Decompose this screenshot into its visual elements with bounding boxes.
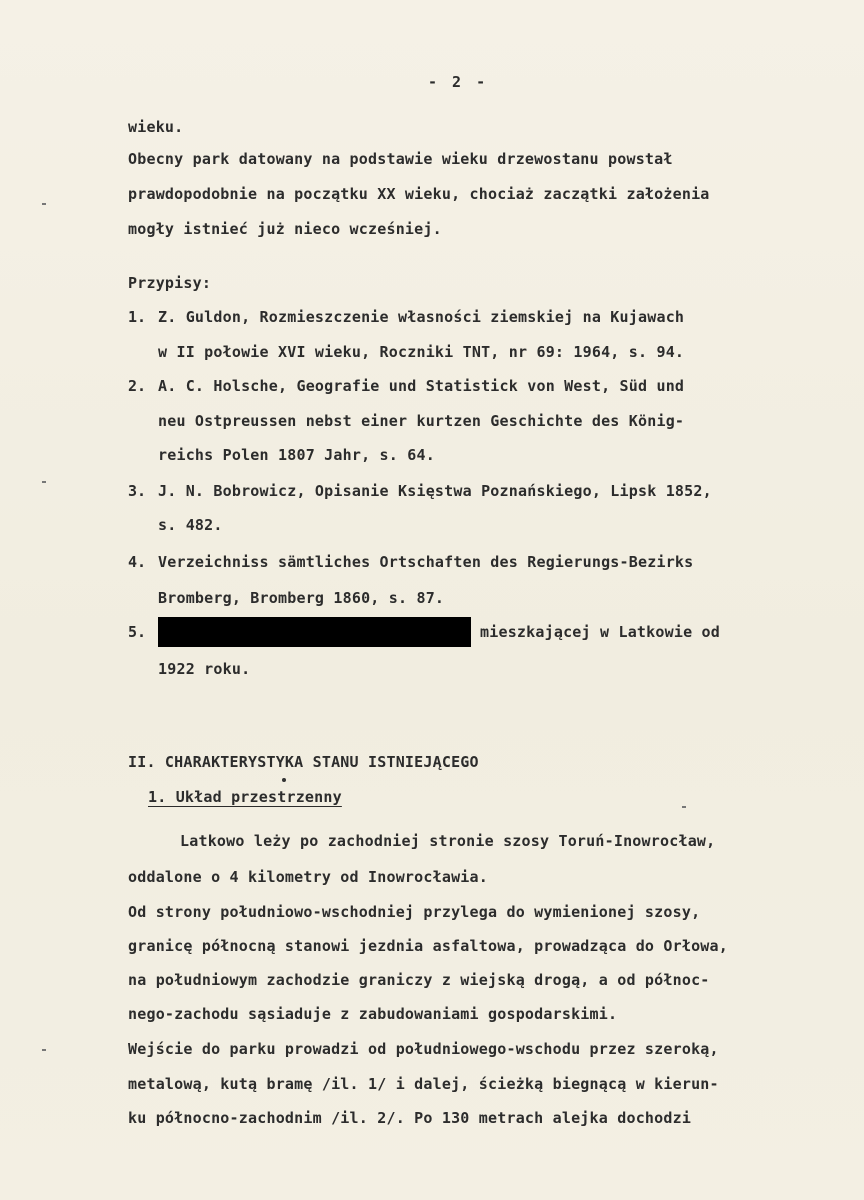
redaction-bar (158, 617, 471, 647)
intro-line: mogły istnieć już nieco wcześniej. (128, 220, 442, 238)
footnote-line: w II połowie XVI wieku, Roczniki TNT, nr 69: 1964, s. 94. (158, 343, 685, 361)
body-line: Wejście do parku prowadzi od południowego-wschodu przez szeroką, (128, 1040, 719, 1058)
footnote-number: 1. (128, 308, 147, 326)
body-line: Latkowo leży po zachodniej stronie szosy Toruń-Inowrocław, (180, 832, 716, 850)
footnote-line: A. C. Holsche, Geografie und Statistick von West, Süd und (158, 377, 685, 395)
margin-mark (42, 1049, 46, 1051)
footnote-number: 3. (128, 482, 147, 500)
footnote-line: 1922 roku. (158, 660, 251, 678)
intro-line: wieku. (128, 118, 184, 136)
body-line: nego-zachodu sąsiaduje z zabudowaniami gospodarskimi. (128, 1005, 618, 1023)
margin-mark (42, 481, 46, 483)
section-heading: II. CHARAKTERYSTYKA STANU ISTNIEJĄCEGO (128, 753, 479, 771)
ink-dot (282, 778, 286, 782)
body-line: granicę północną stanowi jezdnia asfaltowa, prowadząca do Orłowa, (128, 937, 728, 955)
footnote-line: neu Ostpreussen nebst einer kurtzen Geschichte des König- (158, 412, 685, 430)
body-line: Od strony południowo-wschodniej przylega do wymienionej szosy, (128, 903, 701, 921)
page-number: - 2 - (428, 73, 489, 91)
footnote-line: reichs Polen 1807 Jahr, s. 64. (158, 446, 435, 464)
footnotes-heading: Przypisy: (128, 274, 212, 292)
body-line: ku północno-zachodnim /il. 2/. Po 130 metrach alejka dochodzi (128, 1109, 692, 1127)
footnote-number: 4. (128, 553, 147, 571)
footnote-number: 5. (128, 623, 147, 641)
footnote-number: 2. (128, 377, 147, 395)
footnote-line: Z. Guldon, Rozmieszczenie własności ziemskiej na Kujawach (158, 308, 685, 326)
footnote-line: mieszkającej w Latkowie od (480, 623, 720, 641)
subsection-heading: 1. Układ przestrzenny (148, 788, 342, 806)
body-line: na południowym zachodzie graniczy z wiejską drogą, a od północ- (128, 971, 710, 989)
body-line: metalową, kutą bramę /il. 1/ i dalej, ścieżką biegnącą w kierun- (128, 1075, 719, 1093)
footnote-line: s. 482. (158, 516, 223, 534)
intro-line: Obecny park datowany na podstawie wieku drzewostanu powstał (128, 150, 673, 168)
body-line: oddalone o 4 kilometry od Inowrocławia. (128, 868, 488, 886)
margin-mark (682, 806, 686, 808)
footnote-line: Bromberg, Bromberg 1860, s. 87. (158, 589, 445, 607)
footnote-line: J. N. Bobrowicz, Opisanie Księstwa Poznańskiego, Lipsk 1852, (158, 482, 712, 500)
footnote-line: Verzeichniss sämtliches Ortschaften des Regierungs-Bezirks (158, 553, 694, 571)
margin-mark (42, 203, 46, 205)
intro-line: prawdopodobnie na początku XX wieku, chociaż zaczątki założenia (128, 185, 710, 203)
